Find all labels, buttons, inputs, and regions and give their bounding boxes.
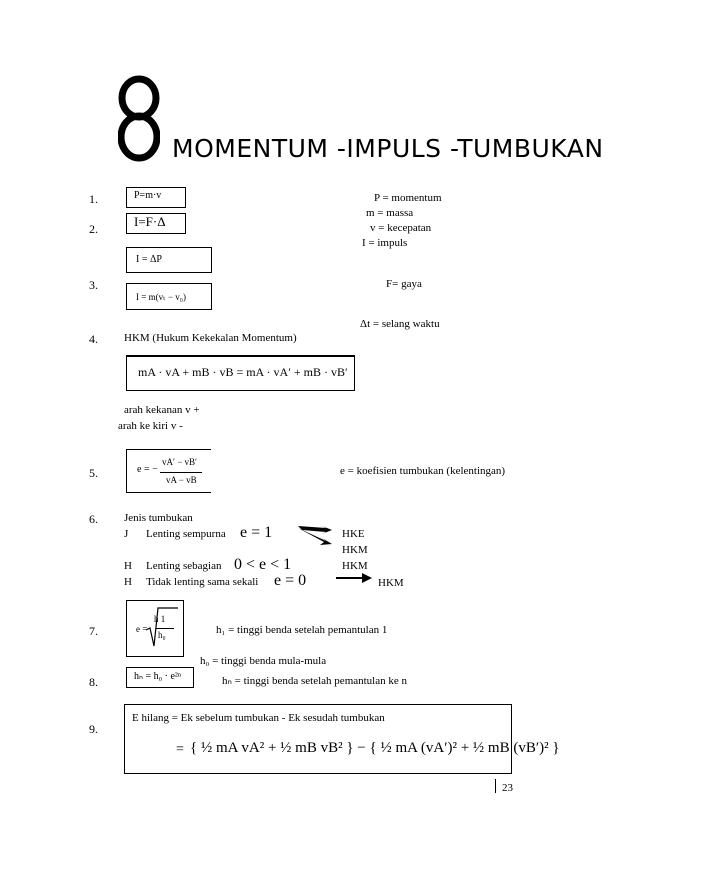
item-6-result-3: HKM	[342, 560, 368, 572]
item-9-label: E hilang = Ek sebelum tumbukan - Ek sesudah tumbukan	[132, 712, 385, 724]
item-6-ht-text: Tidak lenting sama sekali	[146, 576, 259, 588]
item-6-j-prefix: J	[124, 528, 129, 540]
direction-right: arah kekanan v +	[124, 404, 200, 416]
formula-5-lhs: e = −	[137, 464, 158, 475]
item-6-result-1: HKE	[342, 528, 365, 540]
item-number-7: 7.	[89, 624, 98, 638]
definition-m: m = massa	[366, 207, 414, 219]
page-number-mark	[495, 779, 497, 793]
item-number-3: 3.	[89, 278, 98, 292]
item-6-label: Jenis tumbukan	[124, 512, 193, 524]
item-number-8: 8.	[89, 675, 98, 689]
item-number-9: 9.	[89, 722, 98, 736]
formula-7-fraction-bar	[156, 628, 174, 629]
definition-e: e = koefisien tumbukan (kelentingan)	[340, 465, 506, 477]
item-6-ht-formula: e = 0	[274, 572, 307, 589]
definition-i: I = impuls	[362, 237, 408, 249]
formula-1: P=m·v	[134, 190, 162, 201]
formula-3a: I = ΔP	[136, 254, 162, 265]
formula-5-fraction-bar	[160, 472, 202, 473]
item-6-result-2: HKM	[342, 544, 368, 556]
arrow-right-icon	[334, 572, 374, 584]
formula-3b: I = m(vₜ − v₀)	[136, 292, 186, 302]
definition-h1: h₁ = tinggi benda setelah pemantulan 1	[216, 624, 388, 636]
formula-5-denominator: vA − vB	[166, 475, 197, 485]
formula-9-equals: =	[176, 742, 184, 757]
direction-left: arah ke kiri v -	[118, 420, 183, 432]
item-4-label: HKM (Hukum Kekekalan Momentum)	[124, 332, 297, 344]
item-number-5: 5.	[89, 466, 98, 480]
formula-2: I=F·Δ	[134, 214, 166, 229]
formula-7-lhs: e =	[136, 624, 148, 634]
definition-h0: h₀ = tinggi benda mula-mula	[200, 655, 327, 667]
item-6-h-formula: 0 < e < 1	[234, 556, 292, 573]
definition-f: F= gaya	[386, 278, 422, 290]
formula-4: mA · vA + mB · vB = mA · vA′ + mB · vB′	[138, 365, 348, 379]
item-number-2: 2.	[89, 222, 98, 236]
definition-hn: hₙ = tinggi benda setelah pemantulan ke n	[222, 675, 408, 687]
formula-7-denominator: h₀	[158, 630, 166, 640]
item-number-4: 4.	[89, 332, 98, 346]
item-number-6: 6.	[89, 512, 98, 526]
item-number-1: 1.	[89, 192, 98, 206]
page-number: 23	[502, 782, 513, 794]
chapter-number	[118, 74, 160, 162]
definition-p: P = momentum	[374, 192, 442, 204]
definition-dt: Δt = selang waktu	[360, 318, 440, 330]
item-6-ht-prefix: H	[124, 576, 132, 588]
item-6-j-formula: e = 1	[240, 524, 273, 541]
formula-7-numerator: h 1	[154, 614, 166, 624]
formula-5-numerator: vA′ − vB′	[162, 457, 198, 467]
formula-8: hₙ = h₀ · e²ⁿ	[134, 671, 182, 682]
split-arrow-icon	[296, 524, 340, 546]
item-6-j-text: Lenting sempurna	[146, 528, 226, 540]
definition-v: v = kecepatan	[370, 222, 432, 234]
item-6-h-prefix: H	[124, 560, 132, 572]
item-6-result-4: HKM	[378, 577, 404, 589]
formula-9-body: { ½ mA vA² + ½ mB vB² } − { ½ mA (vA′)² + ½ mB (vB′)² }	[190, 740, 560, 756]
item-6-h-text: Lenting sebagian	[146, 560, 222, 572]
chapter-title: MOMENTUM -IMPULS -TUMBUKAN	[172, 134, 604, 163]
chapter-number-glyph	[118, 74, 160, 162]
